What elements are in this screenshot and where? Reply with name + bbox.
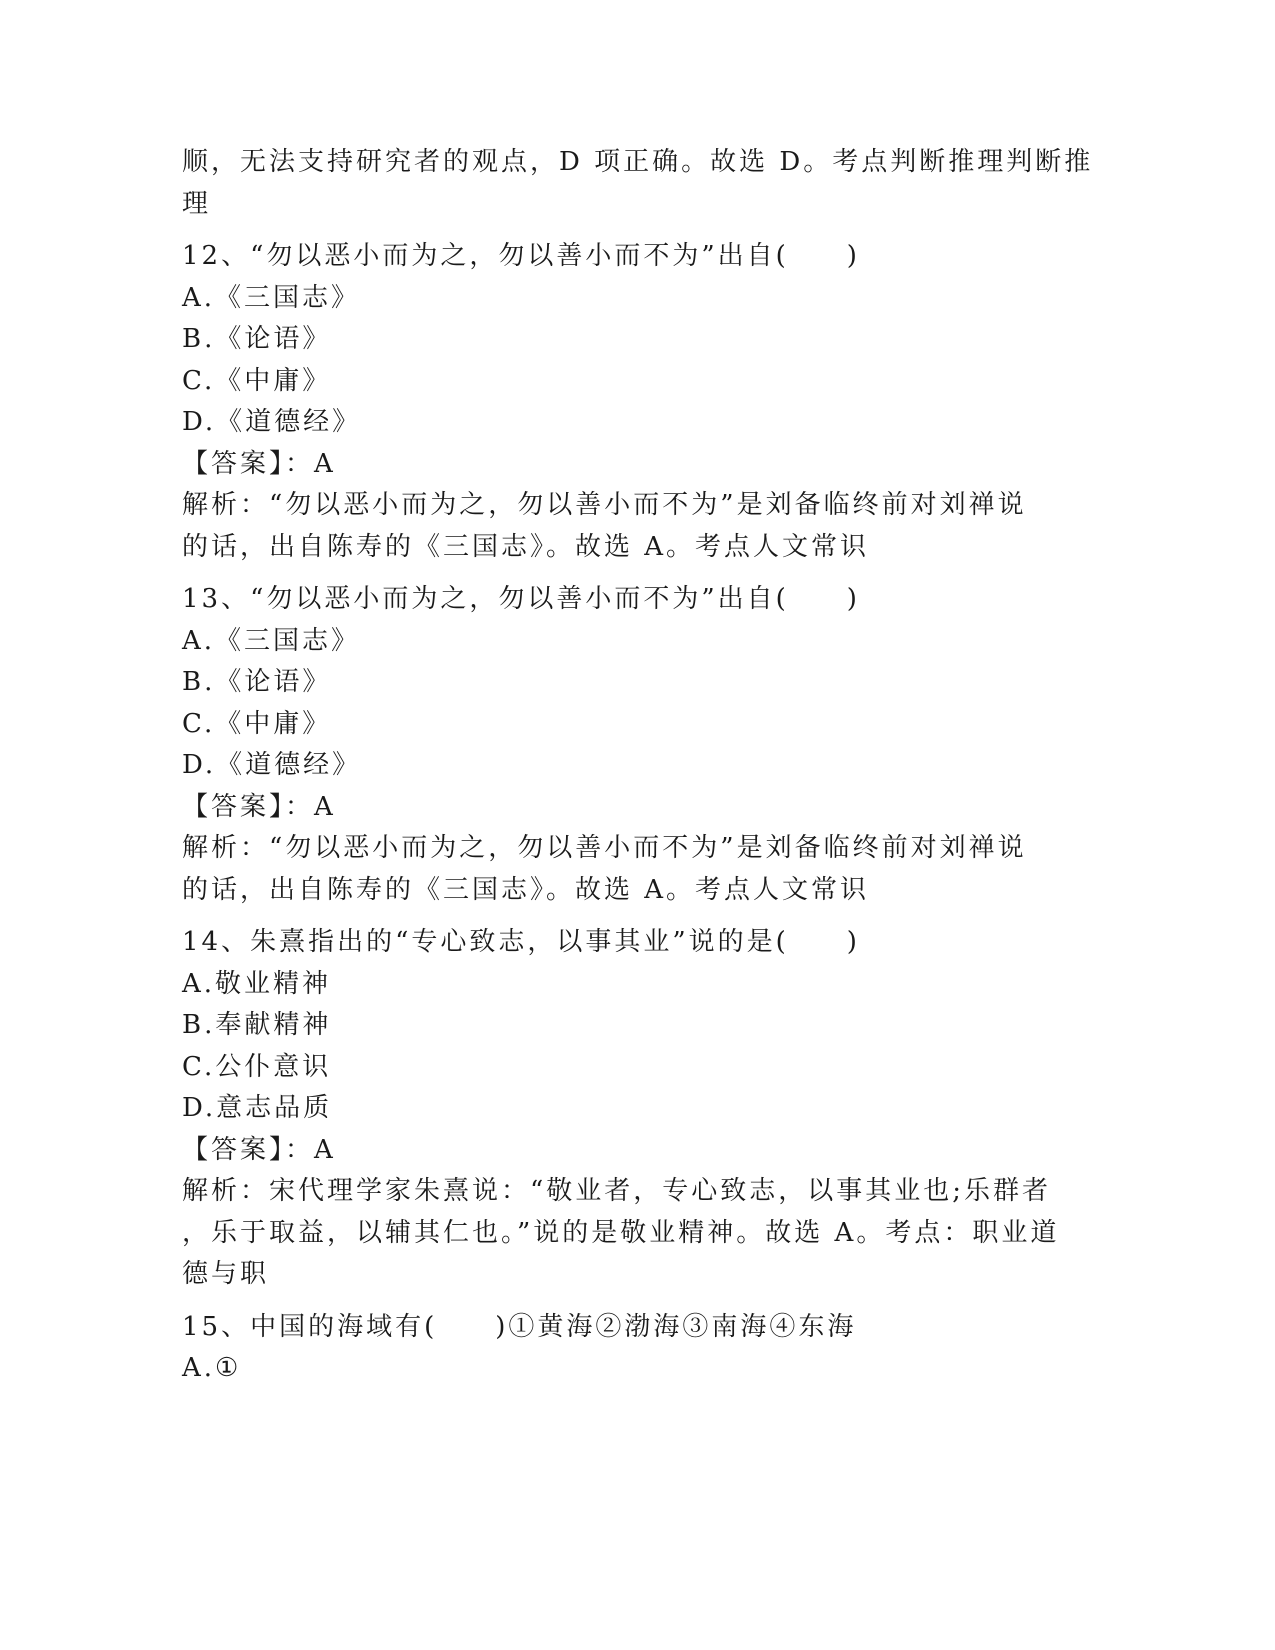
previous-analysis-continuation bbox=[182, 142, 1094, 225]
analysis-line: 的话，出自陈寿的《三国志》。故选 A。考点人文常识 bbox=[182, 531, 870, 562]
analysis-line: 解析：宋代理学家朱熹说：“敬业者，专心致志，以事其业也;乐群者 bbox=[182, 1176, 1052, 1206]
option-b: B.《论语》 bbox=[182, 324, 332, 354]
option-a: A.《三国志》 bbox=[182, 625, 361, 656]
option-d: D.《道德经》 bbox=[182, 750, 362, 780]
question-stem: 14、朱熹指出的“专心致志，以事其业”说的是( ) bbox=[182, 927, 860, 957]
option-a: A.敬业精神 bbox=[182, 968, 332, 999]
answer: 【答案】：A bbox=[182, 1134, 336, 1165]
document-page bbox=[182, 142, 1094, 1390]
option-c: C.公仆意识 bbox=[182, 1051, 332, 1082]
option-c: C.《中庸》 bbox=[182, 365, 332, 396]
analysis-line: 解析：“勿以恶小而为之，勿以善小而不为”是刘备临终前对刘禅说 bbox=[182, 490, 1027, 520]
analysis-line: ，乐于取益，以辅其仁也。”说的是敬业精神。故选 A。考点：职业道 bbox=[182, 1217, 1060, 1248]
option-d: D.《道德经》 bbox=[182, 407, 362, 437]
option-c: C.《中庸》 bbox=[182, 708, 332, 739]
analysis-line: 的话，出自陈寿的《三国志》。故选 A。考点人文常识 bbox=[182, 874, 870, 905]
analysis-line: 解析：“勿以恶小而为之，勿以善小而不为”是刘备临终前对刘禅说 bbox=[182, 833, 1027, 863]
option-a: A.《三国志》 bbox=[182, 282, 361, 313]
option-b: B.《论语》 bbox=[182, 667, 332, 697]
answer: 【答案】：A bbox=[182, 448, 336, 479]
question-13 bbox=[182, 579, 1082, 911]
question-stem: 13、“勿以恶小而为之，勿以善小而不为”出自( ) bbox=[182, 584, 860, 614]
answer: 【答案】：A bbox=[182, 791, 336, 822]
question-12 bbox=[182, 236, 1082, 568]
analysis-line: 德与职 bbox=[182, 1259, 270, 1289]
question-15 bbox=[182, 1307, 1082, 1390]
question-14 bbox=[182, 922, 1082, 1296]
option-d: D.意志品质 bbox=[182, 1093, 333, 1123]
option-a: A.① bbox=[182, 1353, 242, 1383]
question-stem: 15、中国的海域有( )①黄海②渤海③南海④东海 bbox=[182, 1311, 857, 1342]
question-stem: 12、“勿以恶小而为之，勿以善小而不为”出自( ) bbox=[182, 241, 860, 271]
option-b: B.奉献精神 bbox=[182, 1010, 332, 1040]
analysis-line: 顺，无法支持研究者的观点，D 项正确。故选 D。考点判断推理判断推 bbox=[182, 147, 1094, 177]
analysis-line: 理 bbox=[182, 188, 212, 219]
